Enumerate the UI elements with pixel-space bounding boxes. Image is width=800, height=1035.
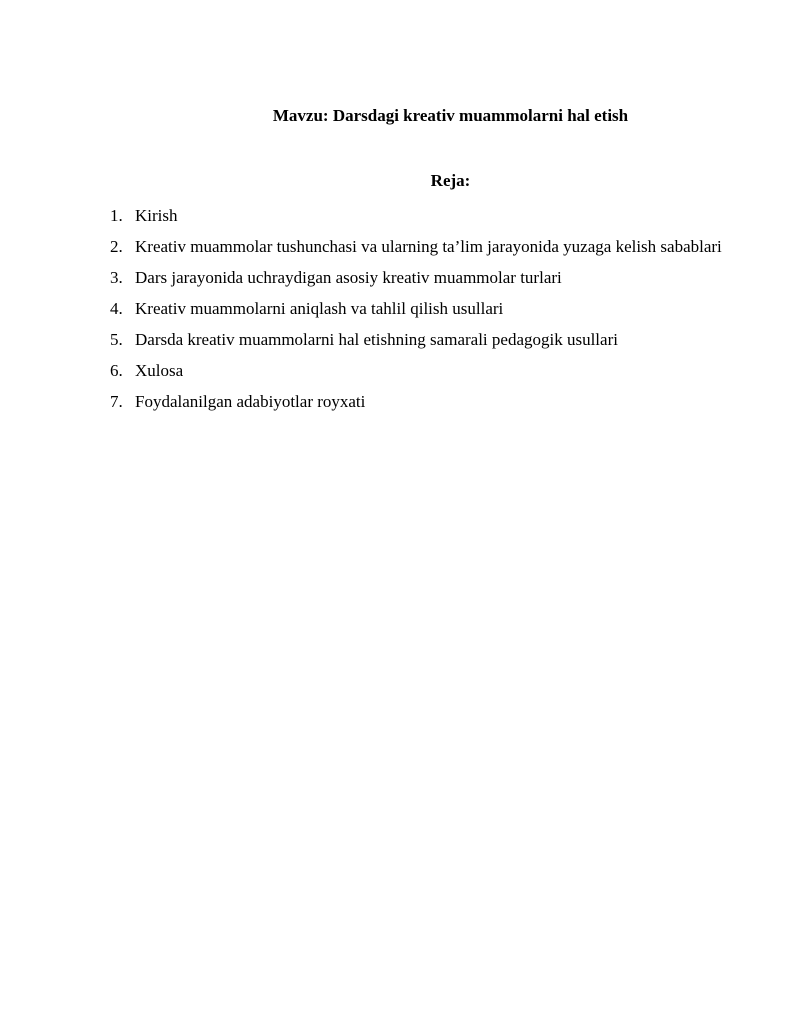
plan-item [110, 231, 744, 262]
plan-item-text: Dars jarayonida uchraydigan asosiy kreativ muammolar turlari [135, 268, 562, 287]
plan-item [110, 324, 744, 355]
plan-item-text: Xulosa [135, 361, 184, 380]
plan-item-text: Darsda kreativ muammolarni hal etishning samarali pedagogik usullari [135, 330, 618, 349]
plan-item-number: 5. [110, 330, 123, 349]
plan-item [110, 262, 744, 293]
plan-item-number: 4. [110, 299, 123, 318]
plan-item-text: Foydalanilgan adabiyotlar royxati [135, 392, 366, 411]
plan-item-text: Kirish [135, 206, 178, 225]
plan-item [110, 293, 744, 324]
document-title: Mavzu: Darsdagi kreativ muammolarni hal etish [272, 106, 629, 125]
plan-item [110, 200, 744, 231]
plan-list [110, 200, 744, 417]
plan-item-text: Kreativ muammolarni aniqlash va tahlil qilish usullari [135, 299, 504, 318]
plan-item-number: 7. [110, 392, 123, 411]
plan-item [110, 386, 744, 417]
plan-item [110, 355, 744, 386]
plan-item-number: 2. [110, 237, 123, 256]
plan-heading: Reja: [430, 171, 471, 190]
plan-item-number: 1. [110, 206, 123, 225]
plan-item-text: Kreativ muammolar tushunchasi va ularning ta’lim jarayonida yuzaga kelish sabablari [135, 237, 722, 256]
plan-item-number: 3. [110, 268, 123, 287]
plan-item-number: 6. [110, 361, 123, 380]
